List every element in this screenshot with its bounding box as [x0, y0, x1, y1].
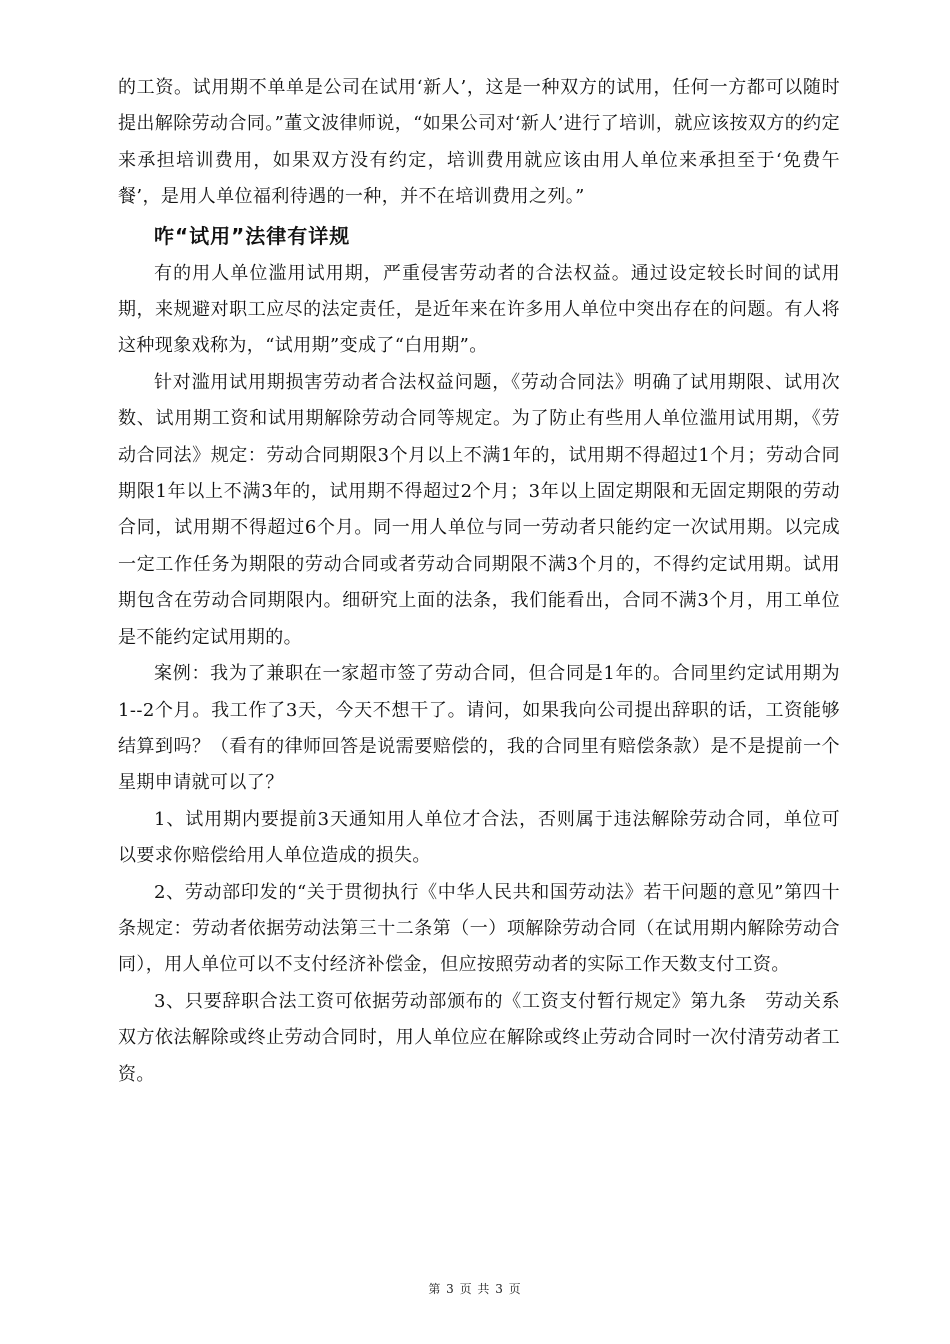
paragraph-labor-contract-law: 针对滥用试用期损害劳动者合法权益问题，《劳动合同法》明确了试用期限、试用次数、试用期工资和试用期解除劳动合同等规定。为了防止有些用人单位滥用试用期，《劳动合同法》规定：劳动合同期限3个月以上不满1年的，试用期不得超过1个月；劳动合同期限1年以上不满3年的，试用期不得超过2个月；3年以上固定期限和无固定期限的劳动合同，试用期不得超过6个月。同一用人单位与同一劳动者只能约定一次试用期。以完成一定工作任务为期限的劳动合同或者劳动合同期限不满3个月的，不得约定试用期。试用期包含在劳动合同期限内。细研究上面的法条，我们能看出，合同不满3个月，用工单位是不能约定试用期的。 — [118, 371, 840, 648]
paragraph-answer-2: 2、劳动部印发的“关于贯彻执行《中华人民共和国劳动法》若干问题的意见”第四十条规定：劳动者依据劳动法第三十二条第（一）项解除劳动合同（在试用期内解除劳动合同），用人单位可以不支付经济补偿金，但应按照劳动者的实际工作天数支付工资。 — [118, 881, 840, 976]
paragraph-abuse-of-probation: 有的用人单位滥用试用期，严重侵害劳动者的合法权益。通过设定较长时间的试用期，来规避对职工应尽的法定责任，是近年来在许多用人单位中突出存在的问题。有人将这种现象戏称为，“试用期”变成了“白用期”。 — [118, 262, 840, 357]
paragraph-case-example: 案例：我为了兼职在一家超市签了劳动合同，但合同是1年的。合同里约定试用期为1--2个月。我工作了3天，今天不想干了。请问，如果我向公司提出辞职的话，工资能够结算到吗？（看有的律师回答是说需要赔偿的，我的合同里有赔偿条款）是不是提前一个星期申请就可以了？ — [118, 663, 840, 794]
paragraph-answer-1: 1、试用期内要提前3天通知用人单位才合法，否则属于违法解除劳动合同，单位可以要求你赔偿给用人单位造成的损失。 — [118, 808, 840, 867]
section-heading: 咋“试用”法律有详规 — [154, 223, 351, 248]
paragraph-answer-3: 3、只要辞职合法工资可依据劳动部颁布的《工资支付暂行规定》第九条 劳动关系双方依法解除或终止劳动合同时，用人单位应在解除或终止劳动合同时一次付清劳动者工资。 — [118, 990, 840, 1085]
document-body — [118, 70, 840, 1093]
page-number-footer: 第 3 页 共 3 页 — [428, 1282, 522, 1296]
paragraph-continuation: 的工资。试用期不单单是公司在试用‘新人’，这是一种双方的试用，任何一方都可以随时提出解除劳动合同。”董文波律师说，“如果公司对‘新人’进行了培训，就应该按双方的约定来承担培训费用，如果双方没有约定，培训费用就应该由用人单位来承担至于‘免费午餐’，是用人单位福利待遇的一种，并不在培训费用之列。” — [118, 77, 840, 208]
